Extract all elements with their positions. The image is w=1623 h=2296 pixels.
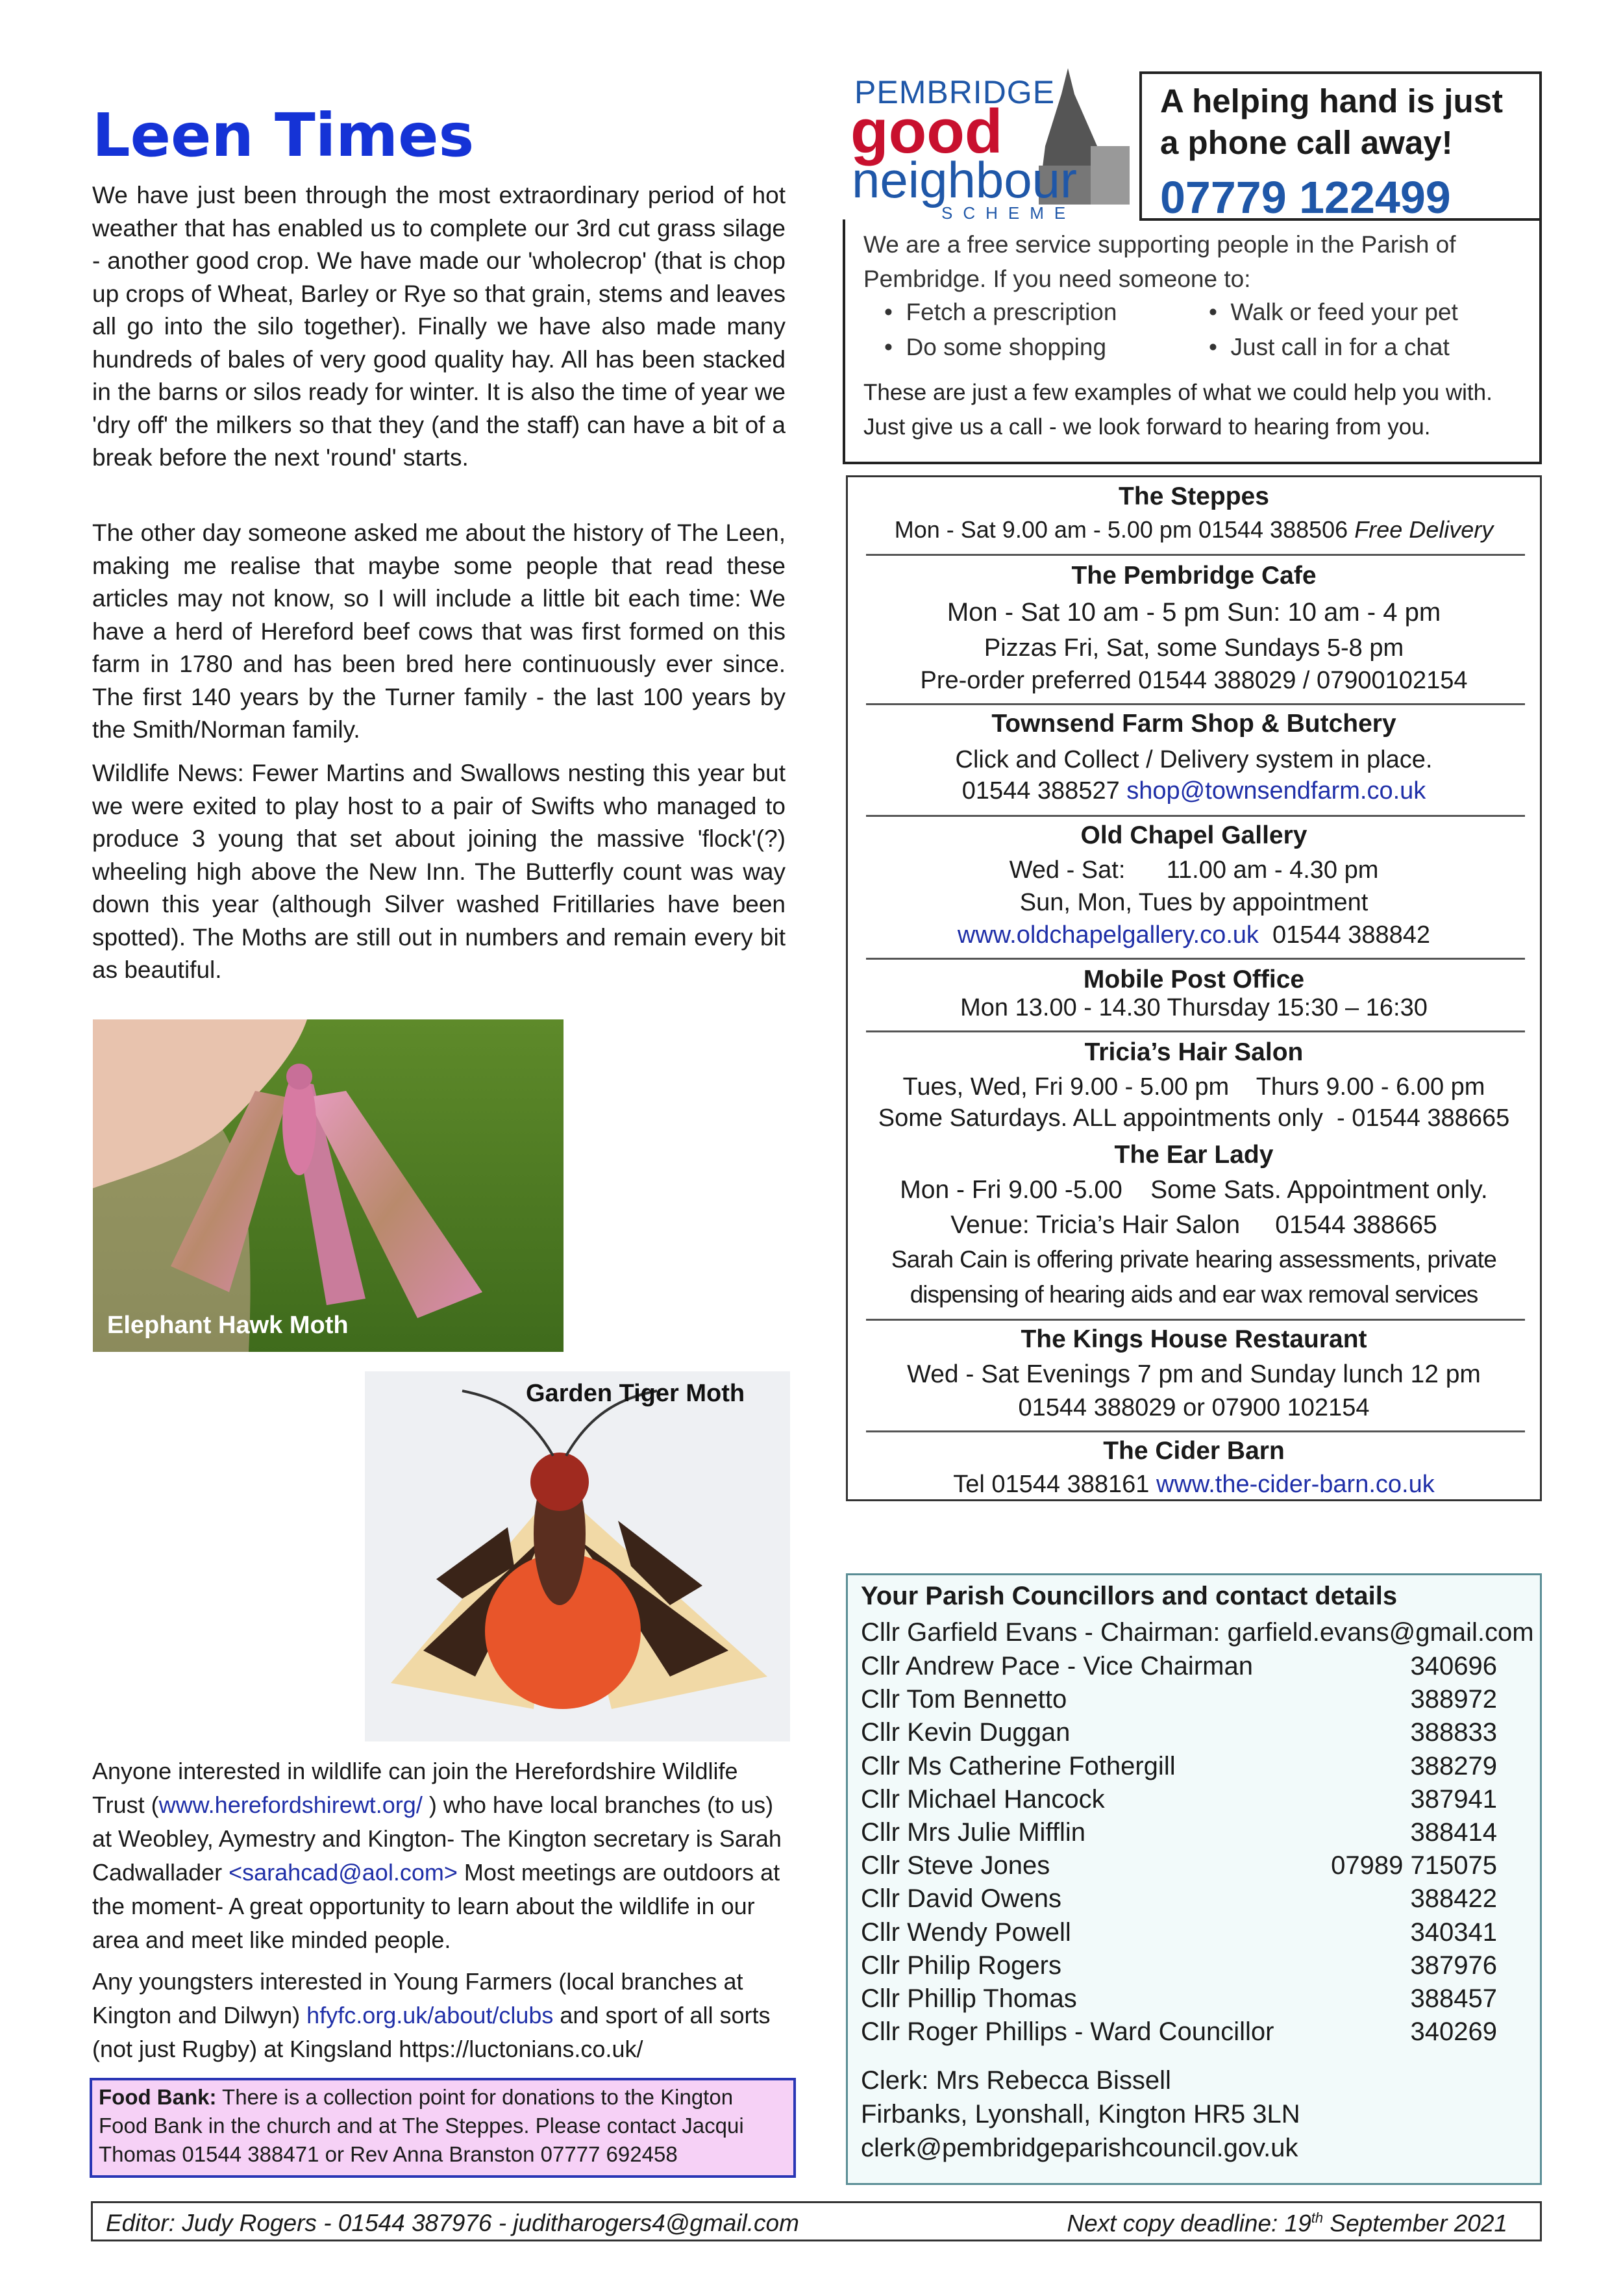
steppes-hours: Mon - Sat 9.00 am - 5.00 pm 01544 388506 Free Delivery: [894, 516, 1494, 543]
councillor-phone: 388279: [1410, 1751, 1497, 1780]
ear-lady-assessments: Sarah Cain is offering private hearing assessments, private: [891, 1246, 1497, 1273]
photo-caption-garden-tiger-moth: Garden Tiger Moth: [526, 1380, 745, 1407]
councillor-name: Cllr Wendy Powell: [861, 1917, 1071, 1947]
divider: [866, 554, 1525, 556]
councillor-phone: 388972: [1410, 1685, 1497, 1714]
post-office-hours: Mon 13.00 - 14.30 Thursday 15:30 – 16:30: [960, 994, 1428, 1021]
sarahcad-email-link[interactable]: <sarahcad@aol.com>: [229, 1859, 458, 1886]
cider-barn-contact: Tel 01544 388161 www.the-cider-barn.co.uk: [953, 1471, 1435, 1498]
oldchapelgallery-link[interactable]: www.oldchapelgallery.co.uk: [957, 921, 1259, 949]
good-neighbour-intro: We are a free service supporting people in the Parish of Pembridge. If you need someone to:: [863, 231, 1456, 292]
townsend-name: Townsend Farm Shop & Butchery: [991, 710, 1396, 738]
divider: [866, 958, 1525, 960]
garden-tiger-moth-photo: [365, 1371, 790, 1741]
cafe-pizzas: Pizzas Fri, Sat, some Sundays 5-8 pm: [984, 634, 1404, 662]
editor-contact: Editor: Judy Rogers - 01544 387976 - juditharogers4@gmail.com: [106, 2210, 799, 2236]
councillor-phone: 388457: [1410, 1984, 1497, 2013]
councillors-heading: Your Parish Councillors and contact details: [861, 1582, 1398, 1610]
clerk-email[interactable]: clerk@pembridgeparishcouncil.gov.uk: [861, 2134, 1298, 2162]
good-neighbour-info-box: [843, 219, 1542, 464]
logo-pembridge: PEMBRIDGE: [854, 74, 1056, 110]
luctonians-text: and sport of all sorts (not just Rugby) at Kingsland https://luctonians.co.uk/: [92, 2002, 771, 2062]
chapel-name: Old Chapel Gallery: [1080, 821, 1307, 849]
councillor-phone: 388422: [1410, 1884, 1497, 1914]
divider: [866, 703, 1525, 705]
logo-scheme: SCHEME: [941, 203, 1076, 223]
councillor-phone: 388833: [1410, 1718, 1497, 1747]
good-neighbour-headline: A helping hand is just a phone call away!: [1160, 82, 1503, 161]
tricia-name: Tricia’s Hair Salon: [1084, 1038, 1304, 1066]
councillor-name: Cllr Andrew Pace - Vice Chairman: [861, 1652, 1253, 1680]
article-paragraph-3: Wildlife News: Fewer Martins and Swallows nesting this year but we were exited to play host to a pair of Swifts who managed to produce 3 young that set about joining the massive 'flock'(?) wheeling high above the New Inn. The Butterfly count was way down this year (although Silver washed Fritillaries have been spotted). The Moths are still out in numbers and remain every bit as beautiful.: [92, 760, 786, 983]
councillor-phone: 340341: [1410, 1917, 1497, 1947]
chapel-appointment: Sun, Mon, Tues by appointment: [1019, 889, 1369, 916]
good-neighbour-footer: These are just a few examples of what we could help you with. Just give us a call - we look forward to hearing from you.: [863, 380, 1493, 440]
local-business-directory: [846, 475, 1542, 1501]
councillor-phone: 387941: [1410, 1784, 1497, 1814]
clerk-name: Clerk: Mrs Rebecca Bissell: [861, 2066, 1171, 2095]
food-bank-text: There is a collection point for donations to the Kington Food Bank in the church and at The Steppes. Please contact Jacqui Thomas 01544 388471 or Rev Anna Branston 07777 692458: [99, 2085, 744, 2166]
councillor-name: Cllr Michael Hancock: [861, 1784, 1105, 1814]
bullet-walk-pet: • Walk or feed your pet: [1209, 299, 1458, 325]
tricia-hours: Tues, Wed, Fri 9.00 - 5.00 pm Thurs 9.00 - 6.00 pm: [902, 1073, 1485, 1101]
councillor-phone: 388414: [1410, 1818, 1497, 1847]
cafe-hours: Mon - Sat 10 am - 5 pm Sun: 10 am - 4 pm: [947, 598, 1441, 627]
photo-caption-elephant-hawk-moth: Elephant Hawk Moth: [107, 1312, 349, 1339]
divider: [866, 1319, 1525, 1321]
tricia-saturdays: Some Saturdays. ALL appointments only - 01544 388665: [878, 1104, 1510, 1132]
ear-lady-hours: Mon - Fri 9.00 -5.00 Some Sats. Appointment only.: [900, 1176, 1488, 1204]
councillor-phone: 340696: [1410, 1652, 1497, 1680]
kings-house-name: The Kings House Restaurant: [1021, 1325, 1367, 1353]
townsend-contact: 01544 388527 shop@townsendfarm.co.uk: [961, 777, 1426, 805]
bullet-fetch-prescription: • Fetch a prescription: [884, 299, 1117, 325]
chapel-contact: www.oldchapelgallery.co.uk 01544 388842: [957, 921, 1431, 949]
wildlife-trust-paragraph: [92, 1754, 787, 1957]
councillor-phone: 340269: [1410, 2017, 1497, 2047]
herefordshirewt-link[interactable]: www.herefordshirewt.org/: [158, 1791, 423, 1818]
article-paragraph-2: The other day someone asked me about the history of The Leen, making me realise that maybe some people that read these articles may not know, so I will include a little bit each time: We have a herd of Hereford beef cows that was first formed on this farm in 1780 and has been bred here continuously ever since. The first 140 years by the Turner family - the last 100 years by the Smith/Norman family.: [92, 519, 786, 743]
food-bank-label: Food Bank:: [99, 2085, 217, 2109]
wildlife-text-3: Most meetings are outdoors at the moment- A great opportunity to learn about the wildlife in our area and meet like minded people.: [92, 1859, 780, 1953]
divider: [866, 1030, 1525, 1032]
kings-house-phone: 01544 388029 or 07900 102154: [1018, 1394, 1370, 1421]
article-title: Leen Times: [92, 101, 475, 170]
wildlife-text-1: Anyone interested in wildlife can join the Herefordshire Wildlife Trust (: [92, 1758, 738, 1818]
elephant-hawk-moth-image: [93, 1019, 564, 1352]
townsend-delivery: Click and Collect / Delivery system in place.: [955, 746, 1433, 773]
post-office-name: Mobile Post Office: [1083, 966, 1305, 993]
divider: [866, 1430, 1525, 1432]
councillor-name: Cllr David Owens: [861, 1884, 1061, 1914]
councillor-name: Cllr Steve Jones: [861, 1851, 1050, 1880]
hfyfc-link[interactable]: hfyfc.org.uk/about/clubs: [306, 2002, 554, 2028]
councillor-name: Cllr Ms Catherine Fothergill: [861, 1751, 1176, 1780]
chapel-hours: Wed - Sat: 11.00 am - 4.30 pm: [1009, 856, 1379, 884]
cafe-preorder: Pre-order preferred 01544 388029 / 07900102154: [920, 667, 1468, 694]
elephant-hawk-moth-photo: [93, 1019, 564, 1352]
divider: [866, 815, 1525, 817]
councillor-name: Cllr Roger Phillips - Ward Councillor: [861, 2017, 1274, 2047]
good-neighbour-headline-box: [1139, 71, 1542, 221]
page-footer: [91, 2201, 1542, 2241]
bullet-shopping: • Do some shopping: [884, 334, 1107, 360]
cider-barn-name: The Cider Barn: [1103, 1437, 1285, 1465]
food-bank-notice: [90, 2078, 796, 2178]
kings-house-hours: Wed - Sat Evenings 7 pm and Sunday lunch 12 pm: [907, 1360, 1481, 1388]
ear-lady-venue: Venue: Tricia’s Hair Salon 01544 388665: [950, 1211, 1437, 1239]
steppes-name: The Steppes: [1119, 482, 1269, 510]
parish-councillors-box: Your Parish Councillors and contact details Cllr Garfield Evans - Chairman: garfield.evans@gmail.com Cllr Andrew Pace - Vice Chairman 340696 Cllr Tom Bennetto 388972 Cllr Kevin Duggan 388833 Cllr Ms Catherine Fothergill 388279 Cllr Michael Hancock 387941 Cllr Mrs Julie Mifflin 388414 Cllr Steve Jones 07989 715075 Cllr David Owens 388422 Cllr Wendy Powell 340341 Cllr Philip Rogers 387976 Cllr Phillip Thomas 388457 Cllr Roger Phillips - Ward Councillor 340269 Clerk: Mrs Rebecca Bissell Firbanks, Lyonshall, Kington HR5 3LN clerk@pembridgeparishcouncil.gov.uk: [846, 1573, 1542, 2185]
councillor-name: Cllr Tom Bennetto: [861, 1685, 1067, 1714]
bullet-chat: • Just call in for a chat: [1209, 334, 1450, 360]
councillor-name: Cllr Mrs Julie Mifflin: [861, 1818, 1085, 1847]
article-paragraph-1: We have just been through the most extraordinary period of hot weather that has enabled us to complete our 3rd cut grass silage - another good crop. We have made our 'wholecrop' (that is chop up crops of Wheat, Barley or Rye so that grain, stems and leaves all go into the silo together). Finally we have also made many hundreds of bales of very good quality hay. All has been stacked in the barns or silos ready for winter. It is also the time of year we 'dry off' the milkers so that they (and the staff) can have a bit of a break before the next 'round' starts.: [92, 182, 786, 471]
young-farmers-text: Any youngsters interested in Young Farmers (local branches at Kington and Dilwyn): [92, 1968, 743, 2028]
wildlife-text-2: ) who have local branches (to us) at Weobley, Aymestry and Kington- The Kington secretary is Sarah Cadwallader: [92, 1791, 782, 1886]
young-farmers-paragraph: [92, 1965, 787, 2066]
logo-good: good: [850, 97, 1003, 166]
councillor-phone: 387976: [1410, 1951, 1497, 1980]
logo-neighbour: neighbour: [852, 151, 1077, 208]
ear-lady-services: dispensing of hearing aids and ear wax removal services: [910, 1281, 1478, 1308]
good-neighbour-logo: [844, 68, 1133, 224]
cider-barn-link[interactable]: www.the-cider-barn.co.uk: [1156, 1471, 1435, 1498]
councillor-name: Cllr Phillip Thomas: [861, 1984, 1077, 2013]
ear-lady-name: The Ear Lady: [1114, 1141, 1274, 1169]
good-neighbour-phone: 07779 122499: [1160, 172, 1451, 223]
councillor-name: Cllr Kevin Duggan: [861, 1718, 1071, 1747]
copy-deadline: Next copy deadline: 19th September 2021: [1067, 2210, 1507, 2237]
cafe-name: The Pembridge Cafe: [1071, 562, 1317, 590]
councillor-name: Cllr Philip Rogers: [861, 1951, 1061, 1980]
garden-tiger-moth-image: [365, 1371, 790, 1741]
townsend-email-link[interactable]: shop@townsendfarm.co.uk: [1126, 777, 1426, 805]
clerk-address: Firbanks, Lyonshall, Kington HR5 3LN: [861, 2100, 1300, 2128]
councillor-phone: 07989 715075: [1331, 1851, 1497, 1880]
